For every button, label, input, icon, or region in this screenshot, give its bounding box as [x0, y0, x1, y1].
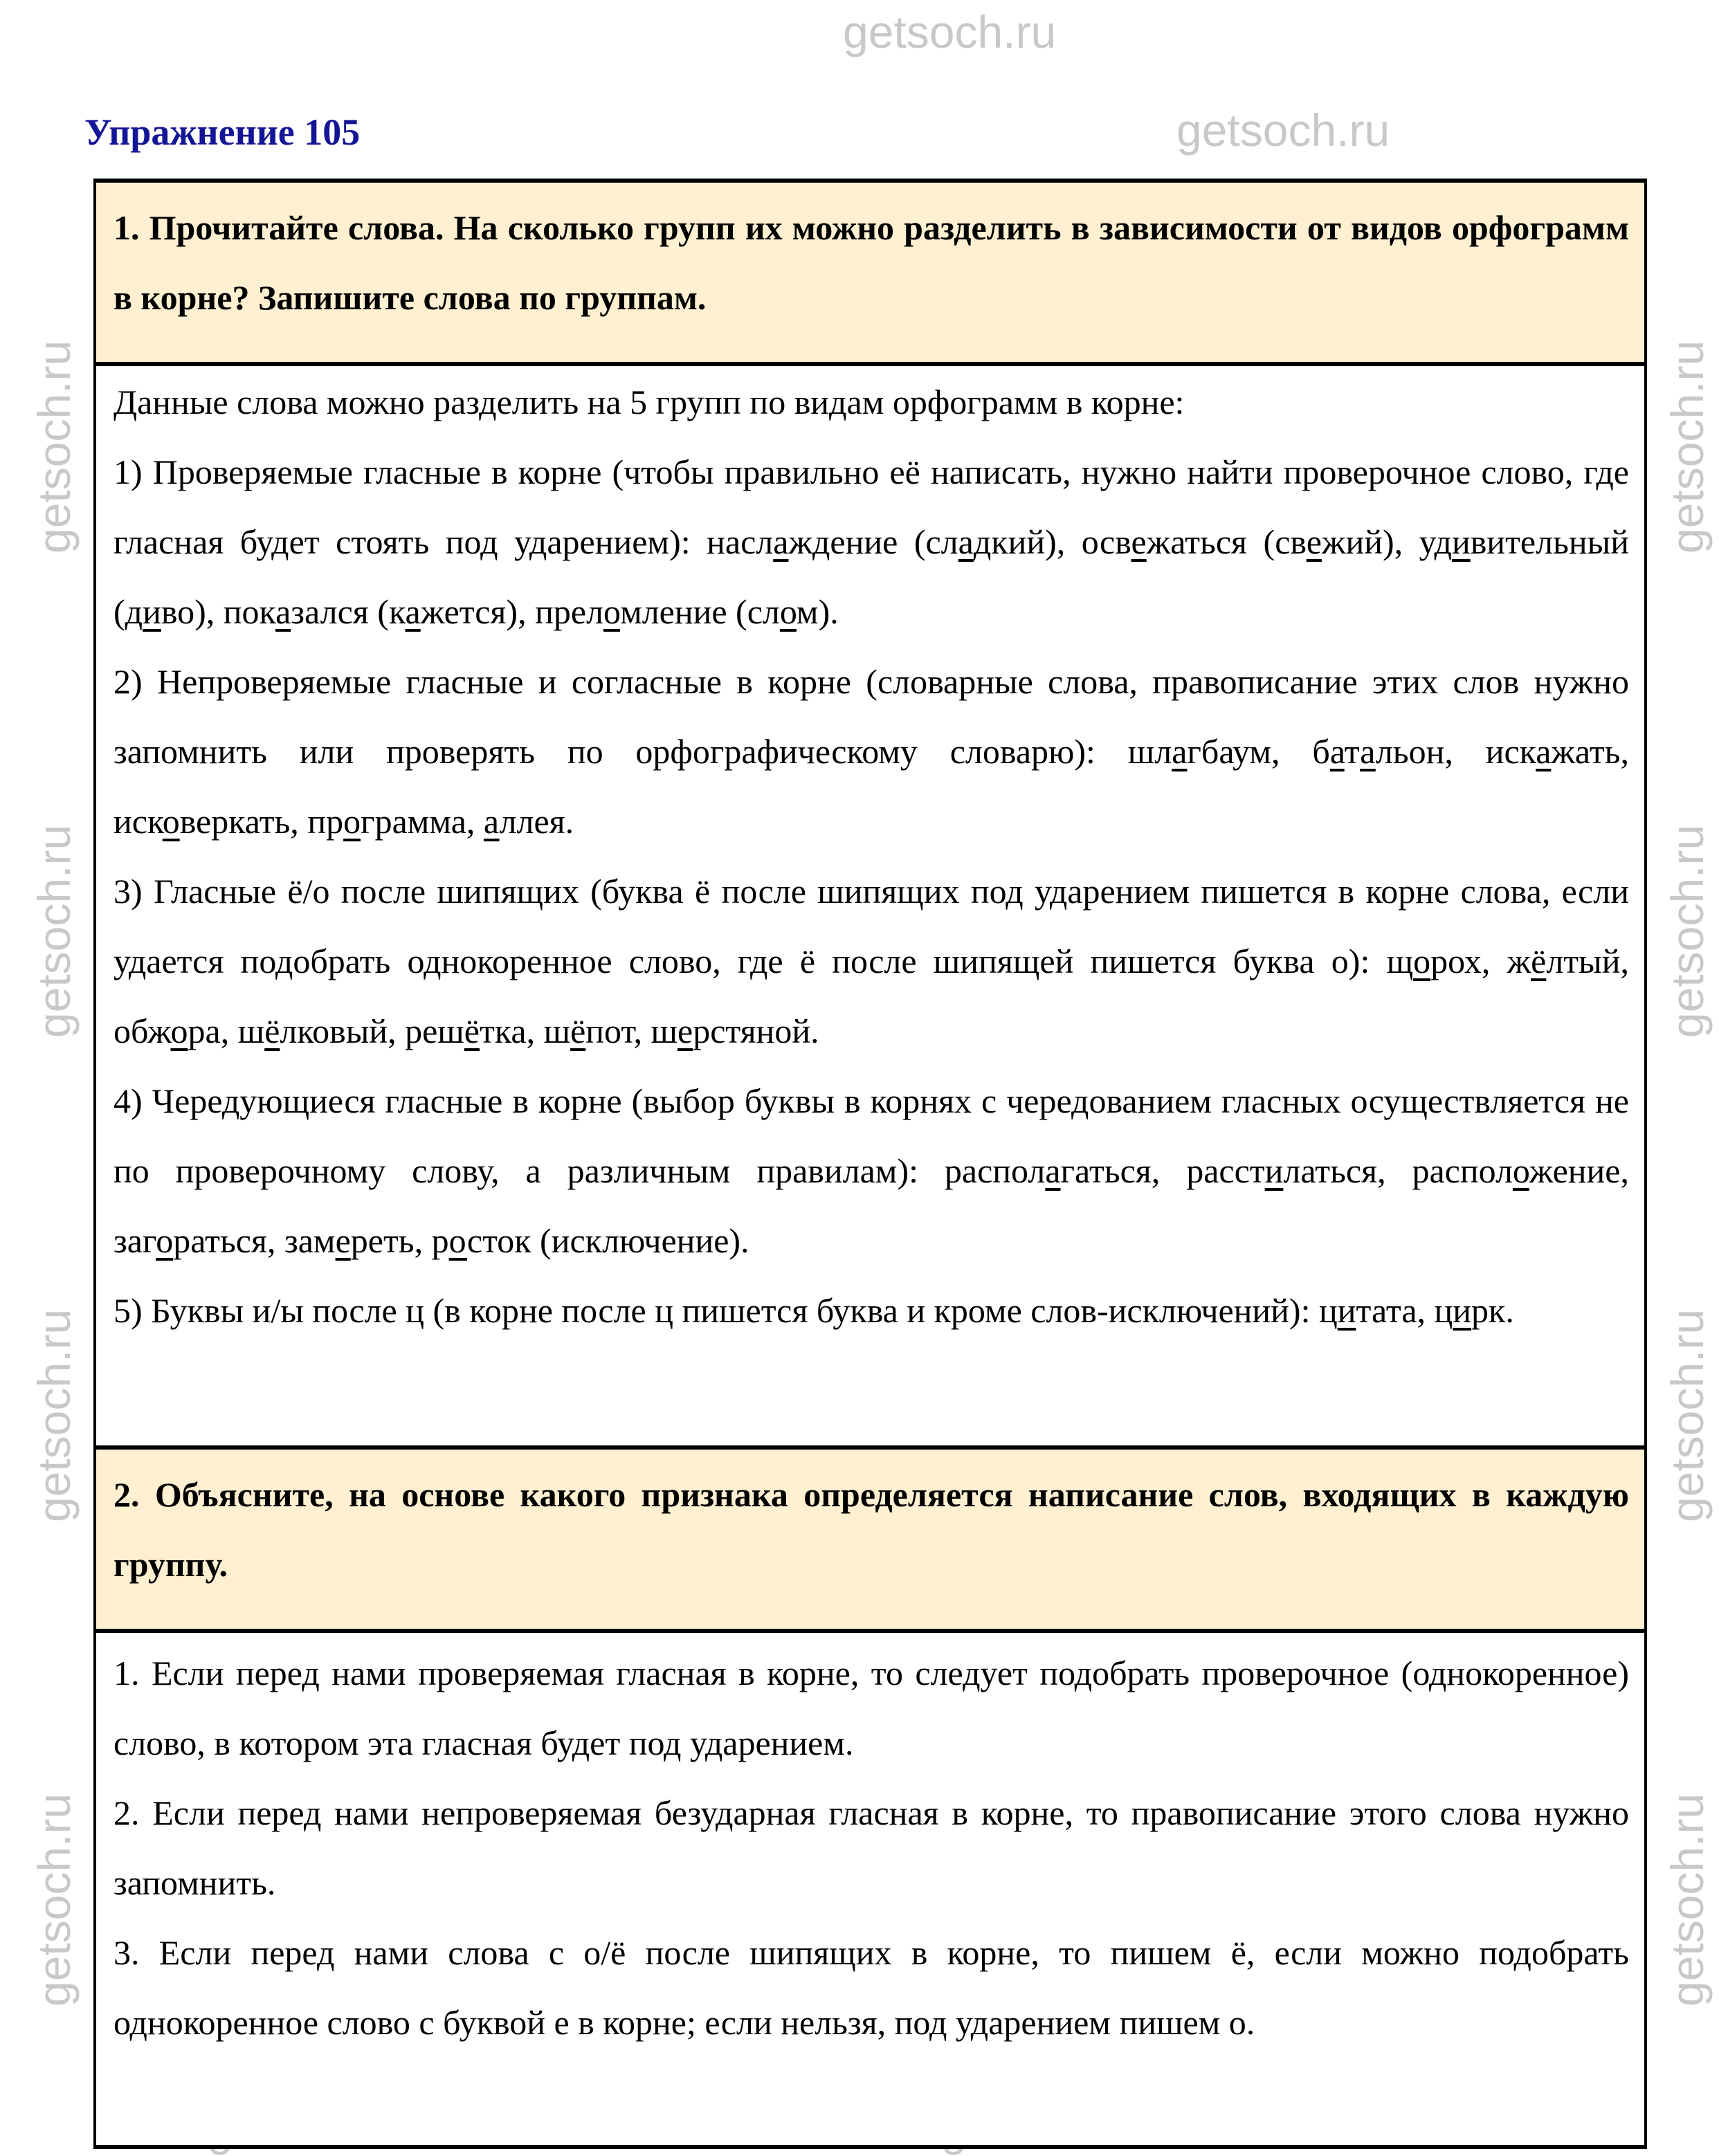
word-part: зался (к — [291, 592, 406, 631]
exercise-table — [93, 179, 1647, 2149]
word-part: распол — [1412, 1151, 1513, 1190]
example-word — [113, 1012, 238, 1050]
example-word — [1082, 522, 1419, 561]
word-part: раться, — [173, 1221, 284, 1260]
underlined-letter: а — [773, 522, 789, 561]
word-part: насл — [707, 522, 774, 561]
underlined-letter: и — [143, 592, 161, 631]
underlined-letter: о — [162, 802, 180, 841]
word-part: ц — [1434, 1291, 1453, 1330]
page-title: Упражнение 105 — [84, 111, 361, 153]
word-part: жий), — [1321, 522, 1419, 561]
word-part: р — [431, 1221, 449, 1260]
word-part: веркать, — [179, 802, 308, 841]
word-part: рк. — [1471, 1291, 1514, 1330]
underlined-letter: о — [1512, 1151, 1529, 1190]
task1-question-cell — [96, 183, 1644, 366]
word-part: грамма, — [361, 802, 484, 841]
underlined-letter: ё — [570, 1012, 586, 1050]
word-part: обж — [113, 1012, 171, 1050]
example-word — [113, 802, 307, 841]
word-part: зам — [284, 1221, 336, 1260]
word-part: ш — [651, 1012, 678, 1050]
task2-answer: 2. Если перед нами непроверяемая безударная гласная в корне, то правописание этого слова нужно запомнить. — [113, 1793, 1629, 1902]
underlined-letter: о — [156, 1221, 174, 1260]
task1-answer-cell — [96, 366, 1644, 1445]
example-word — [1387, 942, 1507, 980]
word-part: вительный (д — [113, 522, 1629, 631]
underlined-letter: ё — [264, 1012, 280, 1050]
group-description: 1) Проверяемые гласные в корне (чтобы правильно её написать, нужно найти проверочное слово, где гласная будет стоять под ударением): — [113, 453, 1629, 561]
word-part: рстяной. — [693, 1012, 819, 1050]
group-list — [113, 437, 1629, 1346]
example-word — [945, 1151, 1186, 1190]
word-part: льон, — [1375, 732, 1486, 771]
underlined-letter: а — [1329, 732, 1345, 771]
underlined-letter: о — [1413, 942, 1431, 980]
word-part: пот, — [585, 1012, 651, 1050]
example-word — [238, 1012, 405, 1050]
underlined-letter: и — [1264, 1151, 1284, 1190]
watermark: getsoch.ru — [1662, 824, 1713, 1038]
word-part: иск — [1485, 732, 1536, 771]
underlined-letter: ё — [464, 1012, 480, 1050]
word-part: б — [1312, 732, 1330, 771]
underlined-letter: и — [1337, 1291, 1356, 1330]
underlined-letter: е — [677, 1012, 693, 1050]
word-part: жение, — [1529, 1151, 1629, 1190]
underlined-letter: а — [483, 802, 500, 841]
word-part: осв — [1081, 522, 1131, 561]
watermark: getsoch.ru — [1662, 1308, 1713, 1522]
watermark: getsoch.ru — [28, 340, 80, 554]
word-part: уд — [1419, 522, 1452, 561]
example-word — [405, 1012, 543, 1050]
underlined-letter: е — [1306, 522, 1322, 561]
group-description: 5) Буквы и/ы после ц (в корне после ц пишется буква и кроме слов-исключений): — [113, 1291, 1319, 1330]
orthogram-group — [113, 1066, 1629, 1276]
word-part: латься, — [1283, 1151, 1412, 1190]
watermark: getsoch.ru — [28, 1308, 80, 1522]
word-part: жется), — [420, 592, 536, 631]
word-part: реш — [405, 1012, 464, 1050]
word-part: лтый, — [1546, 942, 1629, 980]
word-part: шл — [1127, 732, 1172, 771]
underlined-letter: е — [335, 1221, 351, 1260]
word-part: сток (исключение). — [466, 1221, 749, 1260]
word-part: прел — [535, 592, 603, 631]
example-word — [484, 802, 574, 841]
example-word — [432, 1221, 749, 1260]
group-description: 3) Гласные ё/о после шипящих (буква ё после шипящих под ударением пишется в корне слова, если удается подобрать однокоренное слово, где ё после шипящей пишется буква о): — [113, 872, 1629, 980]
word-part: расст — [1186, 1151, 1265, 1190]
task2-answer-cell — [96, 1633, 1644, 2145]
word-part: пр — [307, 802, 344, 841]
word-part: тка, — [480, 1012, 544, 1050]
word-part: щ — [1386, 942, 1414, 980]
word-part: ц — [1318, 1291, 1338, 1330]
watermark: getsoch.ru — [28, 824, 80, 1038]
word-part: ш — [543, 1012, 571, 1050]
underlined-letter: а — [958, 522, 974, 561]
watermark: getsoch.ru — [843, 6, 1057, 57]
word-part: пок — [223, 592, 276, 631]
example-word — [1486, 732, 1629, 771]
group-description: 2) Непроверяемые гласные и согласные в корне (словарные слова, правописание этих слов нужно запомнить или проверять по орфографическому словарю): — [113, 662, 1629, 771]
underlined-letter: о — [603, 592, 621, 631]
orthogram-group — [113, 437, 1629, 647]
example-word — [1186, 1151, 1412, 1190]
word-part: ж — [1507, 942, 1531, 980]
underlined-letter: е — [1131, 522, 1147, 561]
example-word — [1507, 942, 1629, 980]
word-part: жать, — [1551, 732, 1629, 771]
watermark: getsoch.ru — [1662, 1793, 1713, 2007]
watermark: getsoch.ru — [1662, 340, 1713, 554]
example-word — [113, 1221, 284, 1260]
word-part: гаться, — [1060, 1151, 1187, 1190]
word-part: реть, — [350, 1221, 432, 1260]
orthogram-group — [113, 647, 1629, 857]
task2-question-cell — [96, 1445, 1644, 1633]
example-word — [544, 1012, 651, 1050]
example-word — [707, 522, 1082, 561]
example-word — [651, 1012, 819, 1050]
underlined-letter: а — [1360, 732, 1376, 771]
underlined-letter: а — [405, 592, 421, 631]
underlined-letter: а — [1172, 732, 1188, 771]
underlined-letter: ё — [1531, 942, 1547, 980]
task1-intro: Данные слова можно разделить на 5 групп по видам орфограмм в корне: — [113, 383, 1185, 421]
word-part: мление (сл — [620, 592, 780, 631]
task2-answer: 3. Если перед нами слова с о/ё после шипящих в корне, то пишем ё, если можно подобрать однокоренное слово с буквой е в корне; если нельзя, под ударением пишем о. — [113, 1933, 1629, 2042]
example-word — [1312, 732, 1485, 771]
underlined-letter: а — [1536, 732, 1552, 771]
watermark: getsoch.ru — [1176, 104, 1390, 156]
group-description: 4) Чередующиеся гласные в корне (выбор буквы в корнях с чередованием гласных осуществляется не по проверочному слову, а различным правилам): — [113, 1081, 1629, 1190]
word-part: ш — [237, 1012, 265, 1050]
task2-question: 2. Объясните, на основе какого признака определяется написание слов, входящих в каждую группу. — [113, 1475, 1629, 1584]
example-word — [224, 592, 535, 631]
underlined-letter: о — [448, 1221, 467, 1260]
orthogram-group — [113, 1276, 1629, 1346]
word-part: иск — [113, 802, 163, 841]
underlined-letter: о — [343, 802, 361, 841]
word-part: рох, — [1430, 942, 1507, 980]
example-word — [1435, 1291, 1514, 1330]
word-part: дкий), — [973, 522, 1082, 561]
underlined-letter: а — [1045, 1151, 1061, 1190]
underlined-letter: и — [1451, 522, 1471, 561]
word-part: ра, — [188, 1012, 238, 1050]
task2-answer: 1. Если перед нами проверяемая гласная в корне, то следует подобрать проверочное (однокоренное) слово, в котором эта гласная будет под ударением. — [113, 1654, 1629, 1762]
watermark: getsoch.ru — [28, 1793, 80, 2007]
word-part: лковый, — [280, 1012, 406, 1050]
word-part: гбаум, — [1187, 732, 1313, 771]
word-part: распол — [944, 1151, 1046, 1190]
word-part: во), — [161, 592, 224, 631]
example-word — [284, 1221, 432, 1260]
example-word — [1319, 1291, 1435, 1330]
word-part: м). — [796, 592, 839, 631]
word-part: ллея. — [499, 802, 574, 841]
task1-question: 1. Прочитайте слова. На сколько групп их можно разделить в зависимости от видов орфограмм в корне? Запишите слова по группам. — [113, 208, 1629, 317]
word-part: заг — [113, 1221, 156, 1260]
word-part: т — [1344, 732, 1361, 771]
orthogram-group — [113, 857, 1629, 1066]
word-part: ждение (сл — [788, 522, 958, 561]
underlined-letter: и — [1453, 1291, 1472, 1330]
underlined-letter: о — [779, 592, 797, 631]
example-word — [1412, 1151, 1629, 1190]
example-word — [535, 592, 839, 631]
example-word — [1128, 732, 1313, 771]
underlined-letter: а — [275, 592, 291, 631]
example-word — [307, 802, 484, 841]
underlined-letter: о — [170, 1012, 188, 1050]
word-part: жаться (св — [1146, 522, 1307, 561]
word-part: тата, — [1356, 1291, 1435, 1330]
